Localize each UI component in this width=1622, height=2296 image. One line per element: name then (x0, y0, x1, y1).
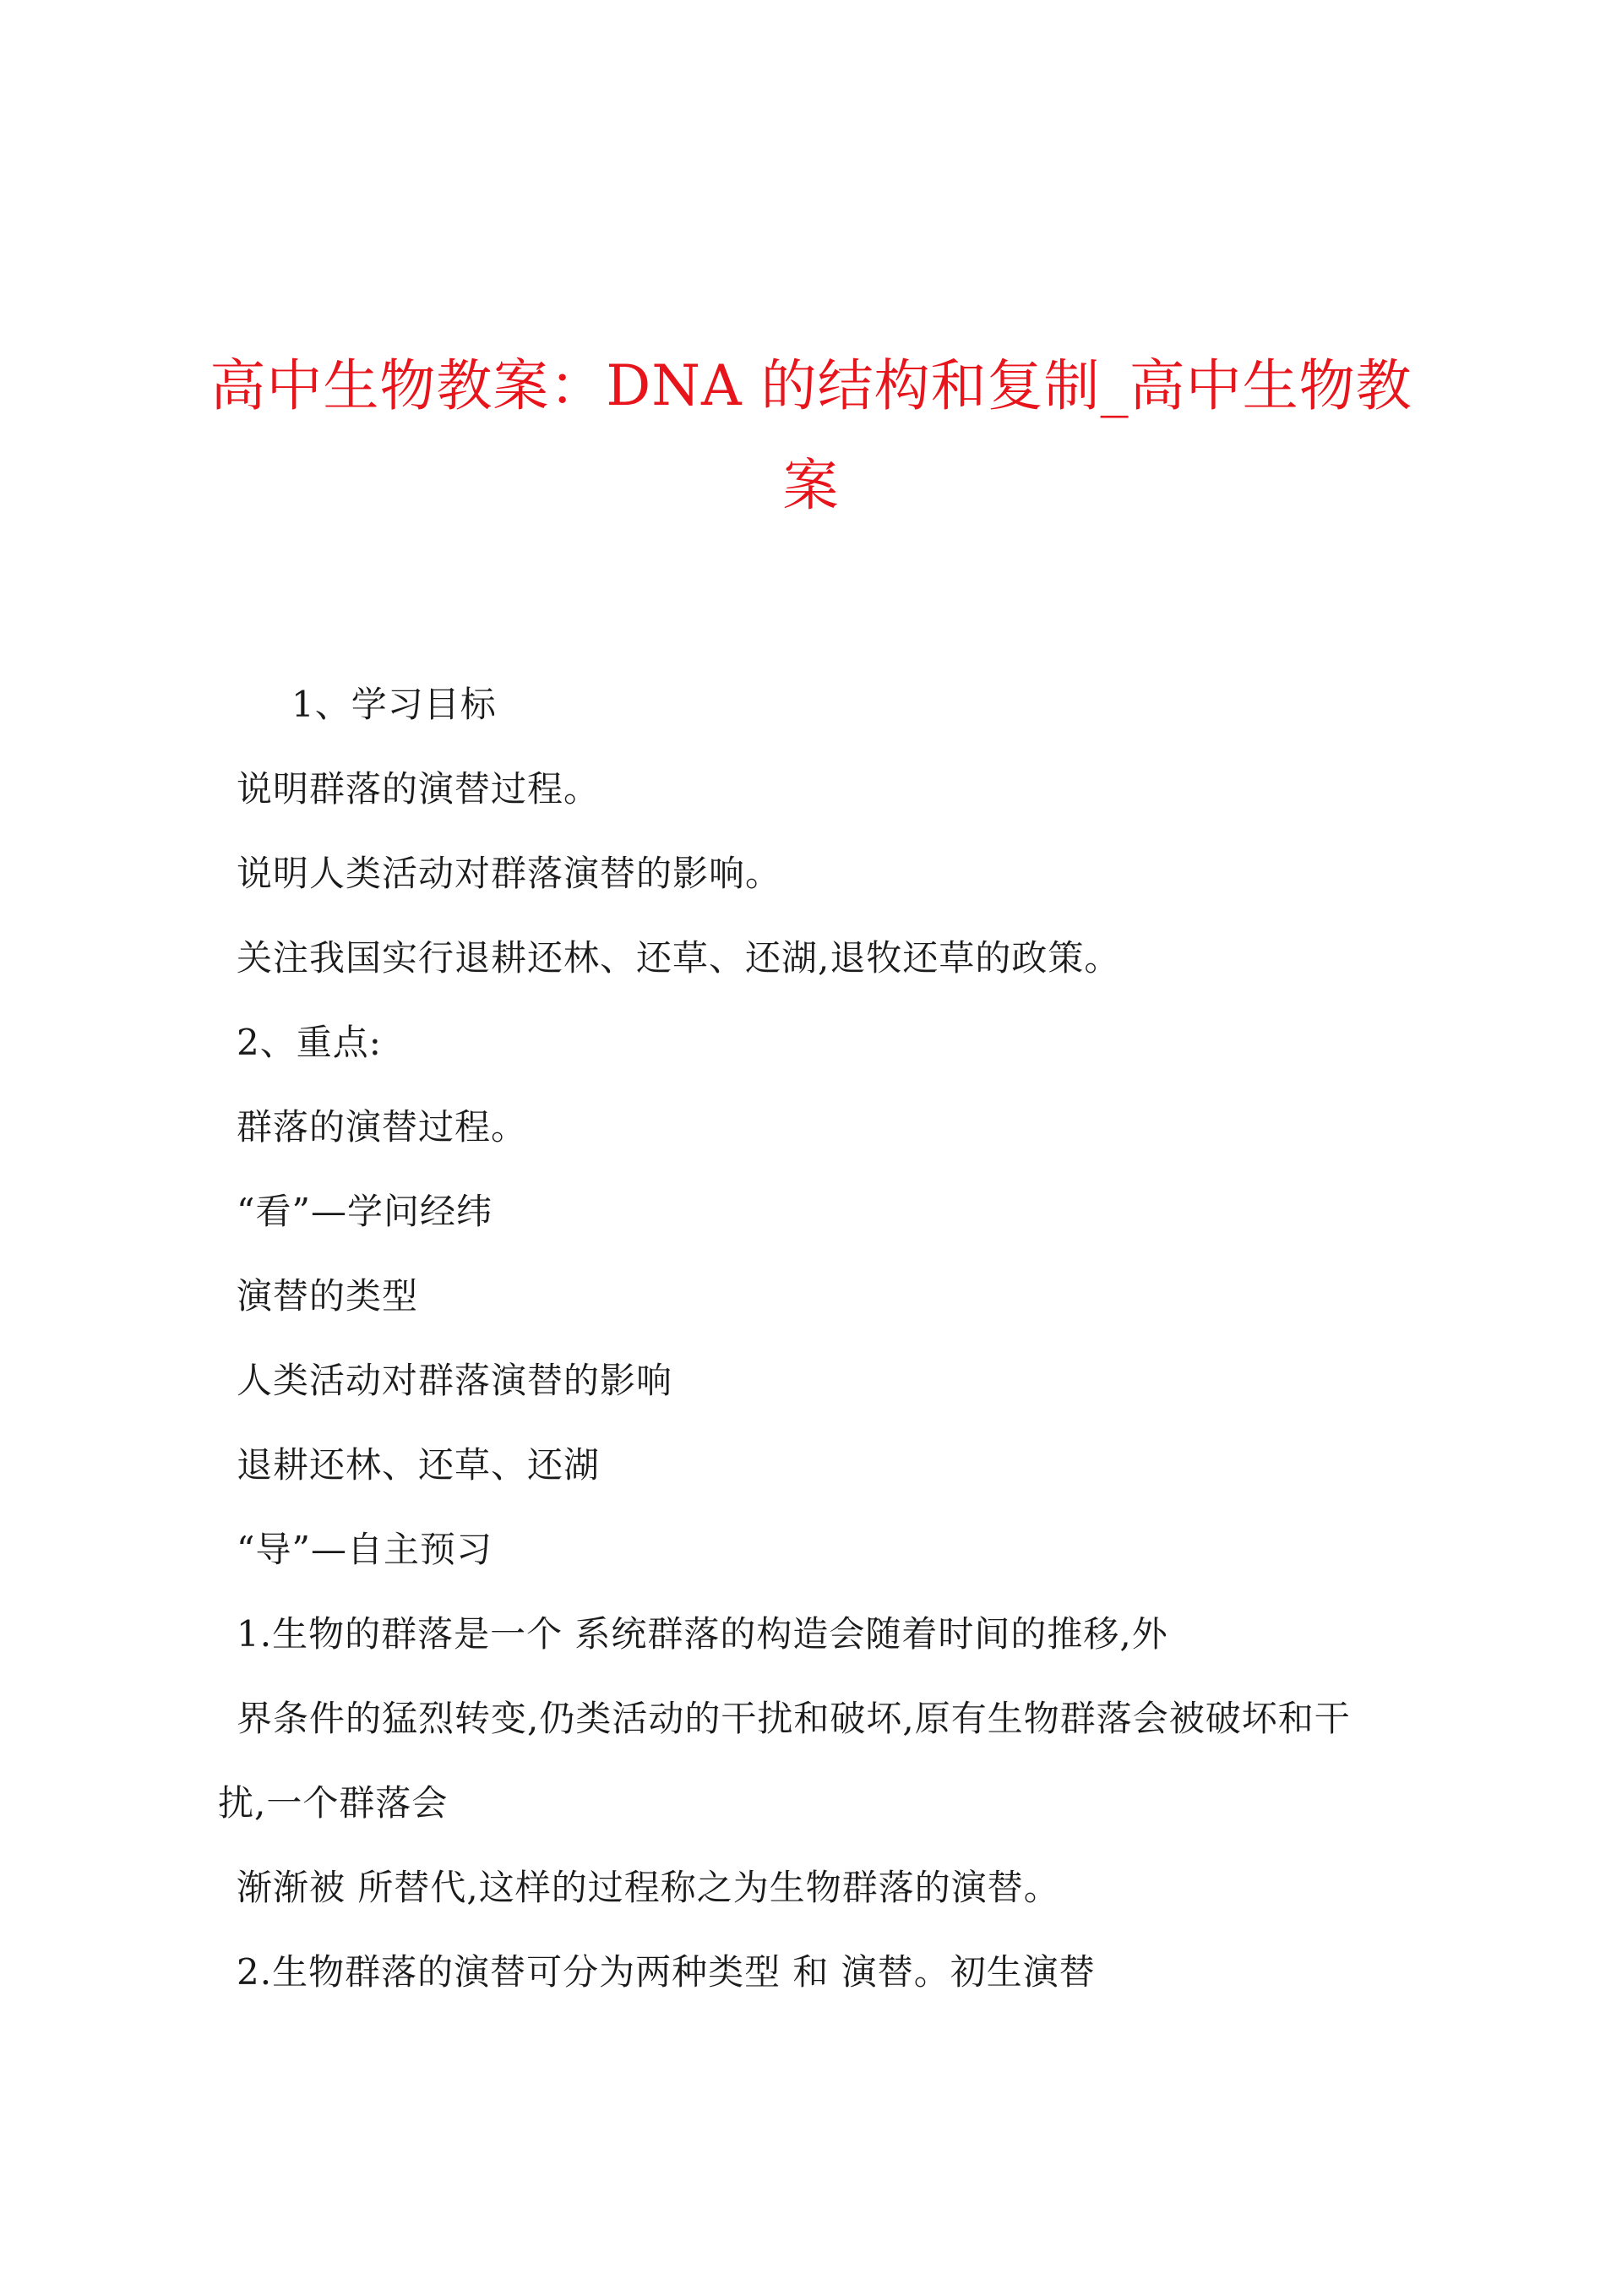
title-line-1: 高中生物教案：DNA 的结构和复制_高中生物教 (210, 353, 1412, 418)
title-line-2: 案 (782, 453, 840, 518)
section-heading-guide: “导”—自主预习 (237, 1529, 493, 1570)
paragraph-line: 渐渐被 所替代,这样的过程称之为生物群落的演替。 (237, 1867, 1060, 1908)
paragraph-line: 演替的类型 (237, 1275, 419, 1317)
paragraph-line: 界条件的猛烈转变,仍类活动的干扰和破坏,原有生物群落会被破坏和干 (237, 1698, 1351, 1739)
paragraph-line: 退耕还林、还草、还湖 (237, 1444, 601, 1486)
paragraph-line: 说明人类活动对群落演替的影响。 (237, 853, 782, 894)
section-heading-look: “看”—学问经纬 (237, 1191, 493, 1232)
section-heading-objectives: 1、学习目标 (291, 684, 497, 725)
paragraph-line: 人类活动对群落演替的影响 (237, 1360, 673, 1401)
paragraph-line: 关注我国实行退耕还林、还草、还湖,退牧还草的政策。 (237, 937, 1121, 979)
paragraph-line: 说明群落的演替过程。 (237, 768, 601, 810)
paragraph-line: 扰,一个群落会 (218, 1782, 449, 1824)
paragraph-line: 群落的演替过程。 (237, 1106, 528, 1148)
section-heading-key-points: 2、重点: (237, 1022, 382, 1063)
paragraph-line: 1.生物的群落是一个 系统群落的构造会随着时间的推移,外 (237, 1613, 1168, 1655)
document-title (203, 336, 1419, 536)
paragraph-line: 2.生物群落的演替可分为两种类型 和 演替。初生演替 (237, 1951, 1096, 1993)
